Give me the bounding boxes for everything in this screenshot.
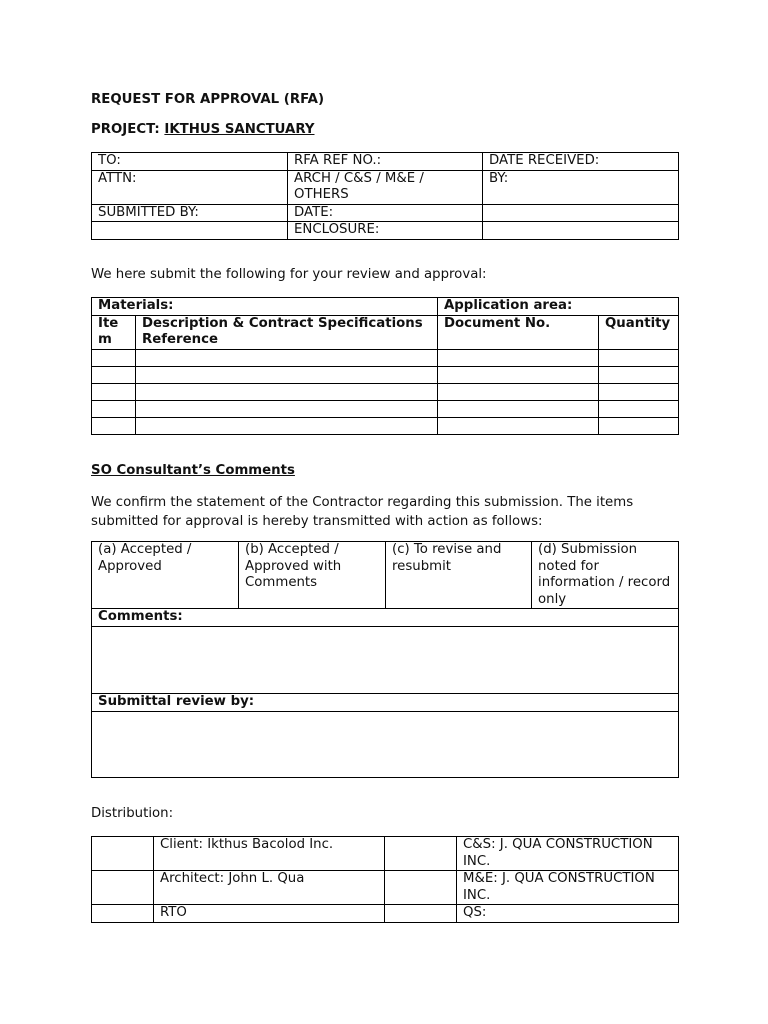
comments-area (92, 626, 679, 693)
review-label: Submittal review by: (92, 693, 679, 711)
empty-cell (92, 837, 154, 871)
table-row (92, 349, 679, 366)
confirm-text: We confirm the statement of the Contractor regarding this submission. The items submitted for approval is hereby transmitted with action as follows: (91, 495, 634, 529)
consultant-table (91, 541, 679, 778)
by-cell: BY: (483, 170, 679, 204)
option-b: (b) Accepted / Approved with Comments (239, 542, 386, 609)
empty-cell (385, 905, 457, 923)
table-row (92, 417, 679, 434)
document-no-header: Document No. (438, 315, 599, 349)
document-title: REQUEST FOR APPROVAL (RFA) (91, 92, 325, 107)
empty-cell (92, 871, 154, 905)
distribution-label: Distribution: (91, 806, 174, 821)
option-d: (d) Submission noted for information / record only (532, 542, 679, 609)
empty-cell (92, 222, 288, 240)
intro-text: We here submit the following for your review and approval: (91, 267, 487, 282)
empty-cell (385, 871, 457, 905)
submitted-by-cell: SUBMITTED BY: (92, 204, 288, 222)
comments-label: Comments: (92, 609, 679, 627)
me-cell: M&E: J. QUA CONSTRUCTION INC. (457, 871, 679, 905)
description-header: Description & Contract Specifications Reference (136, 315, 438, 349)
empty-cell (483, 222, 679, 240)
qs-cell: QS: (457, 905, 679, 923)
project-name: IKTHUS SANCTUARY (164, 122, 315, 137)
materials-table (91, 297, 679, 435)
item-header: Item (92, 315, 136, 349)
enclosure-cell: ENCLOSURE: (288, 222, 483, 240)
empty-cell (385, 837, 457, 871)
distribution-table (91, 836, 679, 923)
rto-cell: RTO (154, 905, 385, 923)
option-a: (a) Accepted / Approved (92, 542, 239, 609)
empty-cell (92, 905, 154, 923)
consultant-heading: SO Consultant’s Comments (91, 463, 295, 478)
date-cell: DATE: (288, 204, 483, 222)
option-c: (c) To revise and resubmit (386, 542, 532, 609)
to-cell: TO: (92, 153, 288, 171)
empty-cell (483, 204, 679, 222)
attn-cell: ATTN: (92, 170, 288, 204)
application-area-header: Application area: (438, 298, 679, 316)
rfa-ref-cell: RFA REF NO.: (288, 153, 483, 171)
project-line (91, 122, 315, 137)
architect-cell: Architect: John L. Qua (154, 871, 385, 905)
client-cell: Client: Ikthus Bacolod Inc. (154, 837, 385, 871)
table-row (92, 400, 679, 417)
arch-cell: ARCH / C&S / M&E / OTHERS (288, 170, 483, 204)
quantity-header: Quantity (599, 315, 679, 349)
table-row (92, 366, 679, 383)
cs-cell: C&S: J. QUA CONSTRUCTION INC. (457, 837, 679, 871)
materials-header: Materials: (92, 298, 438, 316)
date-received-cell: DATE RECEIVED: (483, 153, 679, 171)
project-label: PROJECT: (91, 122, 160, 137)
header-table (91, 152, 679, 240)
review-area (92, 711, 679, 777)
table-row (92, 383, 679, 400)
